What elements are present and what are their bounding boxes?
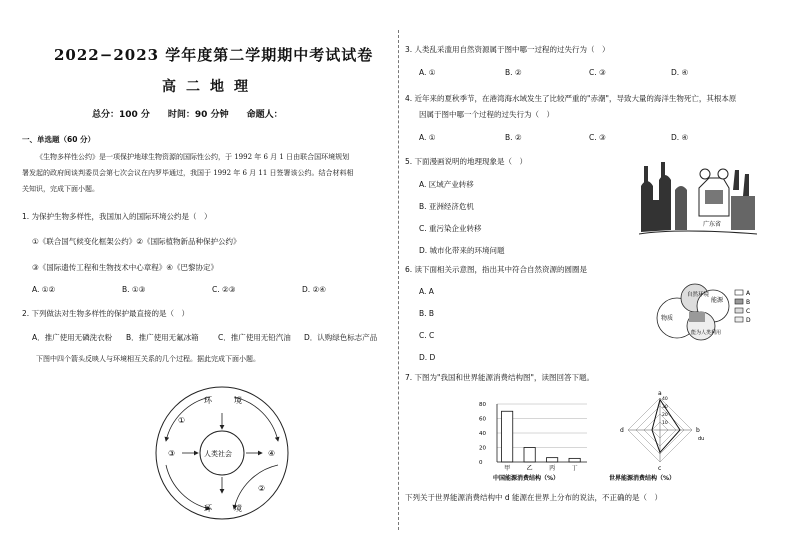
radar-axis-label: b bbox=[696, 427, 700, 434]
option-b[interactable]: B. ② bbox=[505, 68, 522, 77]
legend-label: C bbox=[746, 308, 751, 315]
industry-cartoon bbox=[639, 160, 757, 240]
cartoon-caption: 广东省 bbox=[703, 221, 722, 228]
label-env: 环 bbox=[204, 504, 212, 513]
x-category-label: 乙 bbox=[526, 465, 533, 472]
question-4-stem: 4. 近年来的夏秋季节，在港湾海水域发生了比较严重的"赤潮"，导致大量的海洋生物死亡，其根本原 bbox=[405, 94, 737, 103]
option-c[interactable]: C. ③ bbox=[589, 133, 606, 142]
option-a[interactable]: A. ①② bbox=[32, 285, 56, 294]
question-6-stem: 6. 读下面相关示意图，指出其中符合自然资源的圆圈是 bbox=[405, 265, 588, 274]
label-n3: ③ bbox=[168, 449, 176, 458]
legend-swatch bbox=[735, 308, 743, 313]
option-b[interactable]: B. ② bbox=[505, 133, 522, 142]
human-environment-diagram bbox=[152, 383, 292, 523]
arrow-4 bbox=[166, 465, 210, 509]
venn-overlap bbox=[689, 312, 705, 322]
x-category-label: 甲 bbox=[504, 465, 511, 472]
y-tick-label: 0 bbox=[479, 460, 483, 466]
label-env: 环 bbox=[204, 396, 212, 405]
radar-extra-label: du bbox=[698, 436, 705, 442]
y-tick-label: 40 bbox=[479, 431, 486, 437]
option-c[interactable]: C. ②③ bbox=[212, 285, 236, 294]
legend-label: A bbox=[746, 290, 751, 297]
bar-3 bbox=[569, 458, 580, 462]
option-a[interactable]: A. ① bbox=[419, 133, 436, 142]
option-b[interactable]: B. 亚洲经济危机 bbox=[419, 202, 474, 211]
option-c[interactable]: C. ③ bbox=[589, 68, 606, 77]
radar-tick-label: 20 bbox=[662, 413, 668, 418]
label-env: 境 bbox=[234, 504, 242, 513]
bar-2 bbox=[547, 458, 558, 462]
option-c[interactable]: C. 重污染企业转移 bbox=[419, 224, 482, 233]
option-d[interactable]: D. D bbox=[419, 353, 436, 362]
passage-line: 署发起的政府间谈判委员会第七次会议在内罗毕通过，我国于 1992 年 6 月 11 日签署该公约。结合材料相 bbox=[22, 169, 354, 177]
question-1-items: ①《联合国气候变化框架公约》②《国际植物新品种保护公约》 bbox=[32, 237, 241, 246]
option-b[interactable]: B. B bbox=[419, 309, 435, 318]
legend-swatch bbox=[735, 290, 743, 295]
left-column bbox=[22, 0, 394, 550]
option-a[interactable]: A. 区域产业转移 bbox=[419, 180, 474, 189]
exam-meta: 总分：100 分 时间：90 分钟 命题人： bbox=[92, 110, 283, 120]
option-b[interactable]: B．推广使用无氟冰箱 bbox=[126, 333, 199, 342]
arrow-2 bbox=[234, 465, 278, 509]
resource-venn-diagram bbox=[649, 278, 769, 344]
y-tick-label: 80 bbox=[479, 402, 486, 408]
factory-mid bbox=[675, 186, 687, 230]
passage-line: 关知识，完成下面小题。 bbox=[22, 185, 99, 193]
option-c[interactable]: C．推广使用无铅汽油 bbox=[218, 333, 291, 342]
label-society: 人类社会 bbox=[204, 450, 232, 458]
venn-label: 能源 bbox=[711, 297, 724, 304]
radar-axis-label: a bbox=[658, 390, 662, 397]
question-3-stem: 3. 人类乱采滥用自然资源属于图中哪一过程的过失行为（ ） bbox=[405, 45, 610, 54]
option-d[interactable]: D. ④ bbox=[671, 68, 689, 77]
diagram-intro: 下图中四个箭头反映人与环境相互关系的几个过程。据此完成下面小题。 bbox=[36, 355, 260, 363]
radar-tick-label: 40 bbox=[662, 397, 668, 402]
legend-swatch bbox=[735, 317, 743, 322]
right-column bbox=[405, 0, 777, 550]
question-7-last: 下列关于世界能源消费结构中 d 能源在世界上分布的说法，不正确的是（ ） bbox=[405, 493, 663, 502]
passage-line: 《生物多样性公约》是一项保护地球生物资源的国际性公约，于 1992 年 6 月 1 日由联合国环境规划 bbox=[36, 153, 350, 161]
y-tick-label: 20 bbox=[479, 445, 486, 452]
option-a[interactable]: A．推广使用无磷洗衣粉 bbox=[32, 333, 113, 342]
question-1-items: ③《国际遗传工程和生物技术中心章程》④《巴黎协定》 bbox=[32, 263, 218, 272]
venn-label: 物质 bbox=[661, 315, 674, 322]
venn-label: 能为人类利用 bbox=[691, 330, 722, 336]
exam-subject: 高二地理 bbox=[162, 79, 258, 95]
exam-title: 2022−2023 学年度第二学期期中考试试卷 bbox=[54, 46, 374, 64]
radar-axis-label: c bbox=[658, 465, 662, 472]
bar-chart-title: 中国能源消费结构（%） bbox=[493, 475, 560, 482]
venn-label: 自然环境 bbox=[687, 292, 710, 298]
label-env: 境 bbox=[234, 396, 242, 405]
option-d[interactable]: D．认购绿色标志产品 bbox=[304, 333, 378, 342]
label-n4: ④ bbox=[268, 449, 276, 458]
x-category-label: 丁 bbox=[571, 465, 578, 472]
option-d[interactable]: D. ②④ bbox=[302, 285, 326, 294]
question-7-stem: 7. 下图为"我国和世界能源消费结构图"，读图回答下题。 bbox=[405, 373, 594, 382]
option-a[interactable]: A. A bbox=[419, 287, 434, 296]
question-4-stem: 因属于图中哪一个过程的过失行为（ ） bbox=[419, 110, 554, 119]
china-energy-bar-chart bbox=[475, 400, 595, 482]
world-energy-radar-chart bbox=[605, 390, 715, 482]
question-1-stem: 1. 为保护生物多样性，我国加入的国际环境公约是（ ） bbox=[22, 212, 212, 221]
option-d[interactable]: D. 城市化带来的环境问题 bbox=[419, 246, 505, 255]
head-icon bbox=[700, 169, 710, 179]
chimney bbox=[661, 162, 665, 180]
radar-axis-label: d bbox=[620, 427, 624, 434]
x-category-label: 丙 bbox=[549, 465, 556, 472]
legend-swatch bbox=[735, 299, 743, 304]
radar-chart-title: 世界能源消费结构（%） bbox=[609, 475, 676, 482]
column-divider bbox=[398, 30, 399, 530]
option-c[interactable]: C. C bbox=[419, 331, 435, 340]
label-n1: ① bbox=[178, 416, 186, 425]
option-b[interactable]: B. ①③ bbox=[122, 285, 146, 294]
legend-label: B bbox=[746, 299, 751, 306]
y-tick-label: 60 bbox=[479, 416, 486, 423]
radar-tick-label: 10 bbox=[662, 421, 668, 426]
legend-label: D bbox=[746, 317, 751, 324]
head-icon bbox=[718, 169, 728, 179]
question-5-stem: 5. 下面漫画说明的地理现象是（ ） bbox=[405, 157, 528, 166]
box bbox=[705, 190, 723, 204]
radar-tick-label: 30 bbox=[662, 405, 668, 410]
question-2-stem: 2. 下列做法对生物多样性的保护最直接的是（ ） bbox=[22, 309, 190, 318]
section-heading: 一、单选题（60 分） bbox=[22, 135, 96, 144]
option-a[interactable]: A. ① bbox=[419, 68, 436, 77]
bar-0 bbox=[502, 411, 513, 462]
bar-1 bbox=[524, 448, 535, 463]
factory-right bbox=[731, 196, 755, 230]
label-n2: ② bbox=[258, 484, 266, 493]
option-d[interactable]: D. ④ bbox=[671, 133, 689, 142]
chimney bbox=[644, 166, 648, 186]
